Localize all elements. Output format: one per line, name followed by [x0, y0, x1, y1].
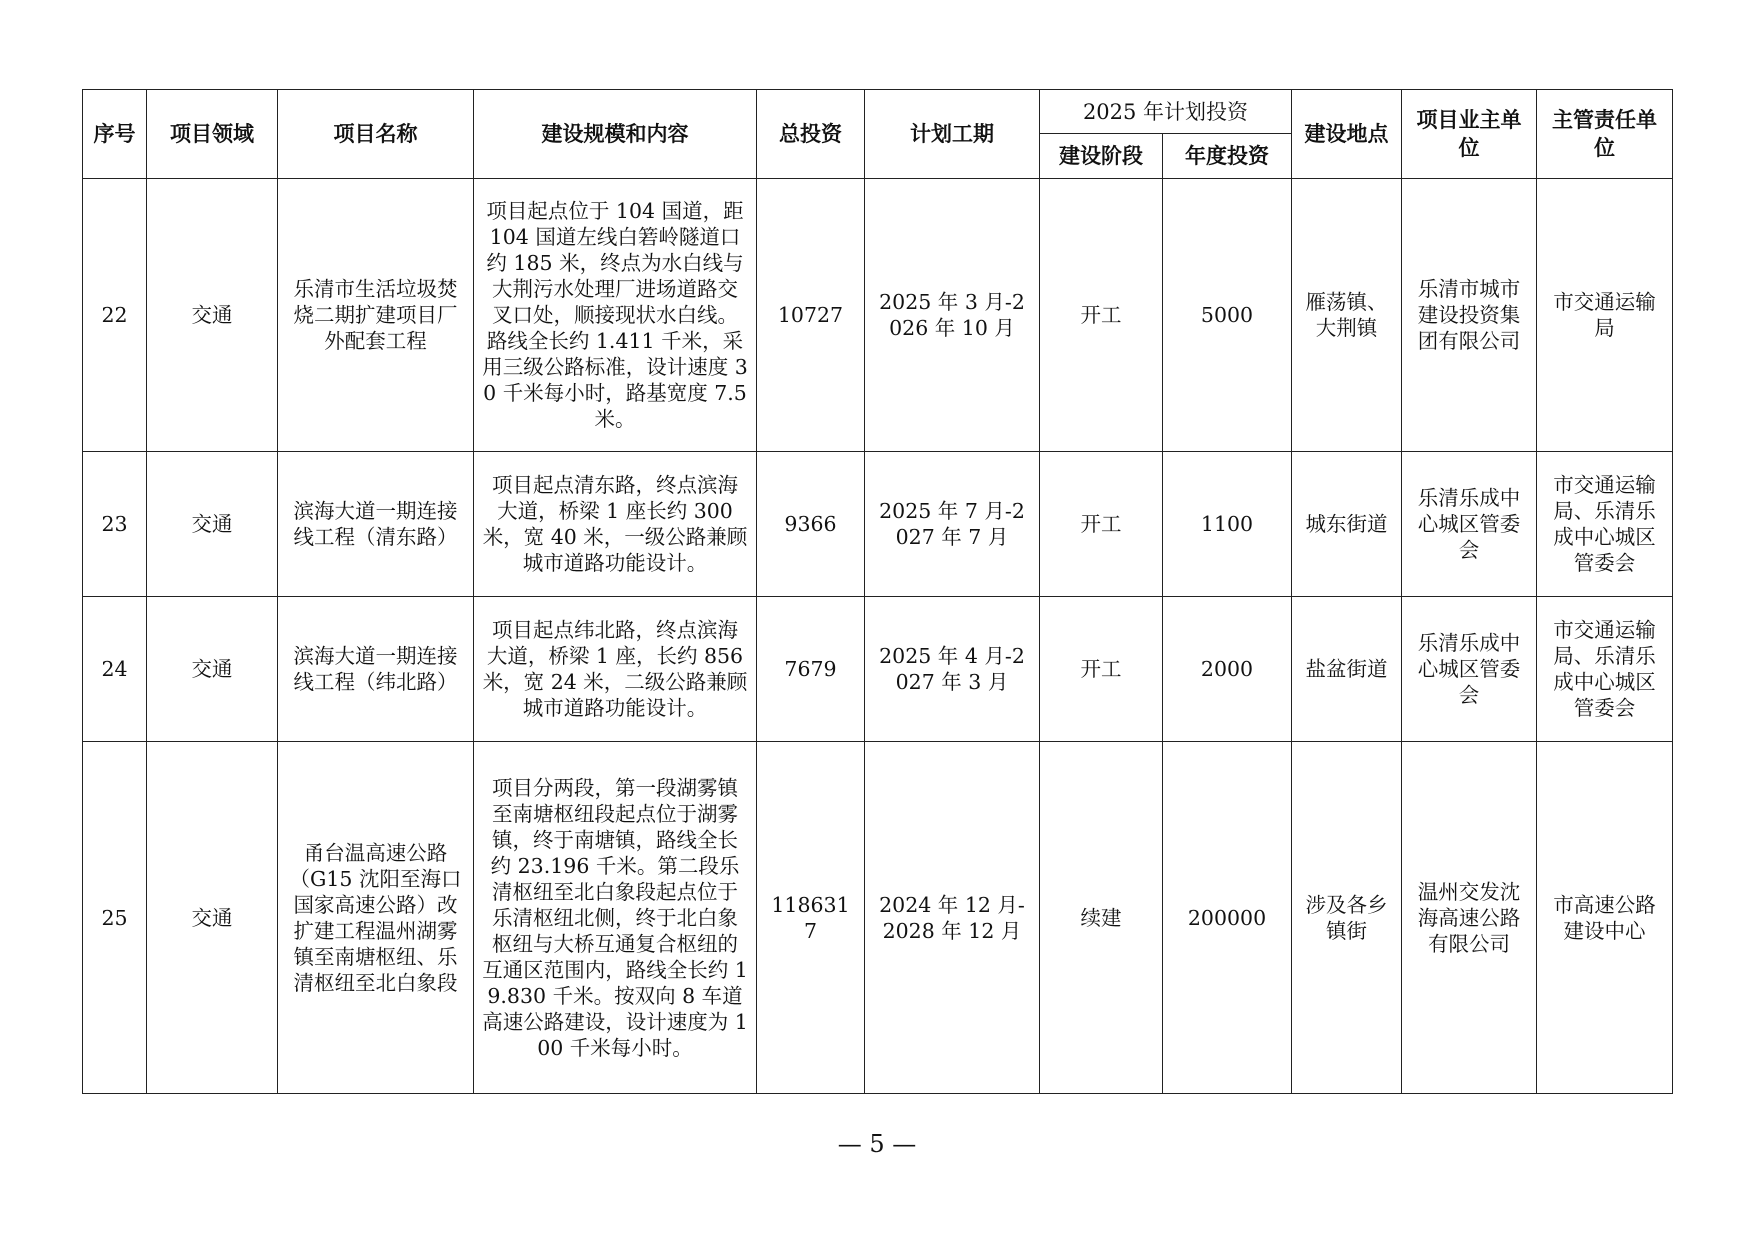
cell-owner: 乐清乐成中心城区管委会 — [1402, 597, 1537, 742]
cell-name: 甬台温高速公路（G15 沈阳至海口国家高速公路）改扩建工程温州湖雾镇至南塘枢纽、乐清枢纽至北白象段 — [278, 742, 474, 1094]
cell-annual: 5000 — [1163, 179, 1292, 452]
cell-period: 2025 年 3 月-2026 年 10 月 — [865, 179, 1040, 452]
table-row — [83, 742, 1673, 1094]
cell-location: 雁荡镇、大荆镇 — [1292, 179, 1402, 452]
page-number: — 5 — — [837, 1130, 917, 1158]
cell-owner: 乐清市城市建设投资集团有限公司 — [1402, 179, 1537, 452]
header-stage: 建设阶段 — [1040, 134, 1163, 179]
table-row — [83, 597, 1673, 742]
header-seq: 序号 — [83, 90, 147, 179]
header-total: 总投资 — [757, 90, 865, 179]
cell-period: 2025 年 4 月-2027 年 3 月 — [865, 597, 1040, 742]
header-name: 项目名称 — [278, 90, 474, 179]
cell-stage: 续建 — [1040, 742, 1163, 1094]
cell-scale: 项目起点纬北路，终点滨海大道，桥梁 1 座，长约 856 米，宽 24 米，二级公路兼顾城市道路功能设计。 — [474, 597, 757, 742]
cell-dept: 市交通运输局、乐清乐成中心城区管委会 — [1537, 597, 1673, 742]
cell-seq: 22 — [83, 179, 147, 452]
cell-total: 1186317 — [757, 742, 865, 1094]
cell-owner: 温州交发沈海高速公路有限公司 — [1402, 742, 1537, 1094]
cell-location: 城东街道 — [1292, 452, 1402, 597]
cell-seq: 23 — [83, 452, 147, 597]
cell-annual: 2000 — [1163, 597, 1292, 742]
header-plan-group: 2025 年计划投资 — [1040, 90, 1292, 134]
header-annual: 年度投资 — [1163, 134, 1292, 179]
cell-seq: 25 — [83, 742, 147, 1094]
header-period: 计划工期 — [865, 90, 1040, 179]
cell-annual: 200000 — [1163, 742, 1292, 1094]
header-scale: 建设规模和内容 — [474, 90, 757, 179]
header-location: 建设地点 — [1292, 90, 1402, 179]
cell-stage: 开工 — [1040, 179, 1163, 452]
cell-dept: 市交通运输局 — [1537, 179, 1673, 452]
table-row — [83, 179, 1673, 452]
cell-total: 9366 — [757, 452, 865, 597]
cell-stage: 开工 — [1040, 452, 1163, 597]
cell-annual: 1100 — [1163, 452, 1292, 597]
cell-location: 涉及各乡镇街 — [1292, 742, 1402, 1094]
project-table — [82, 89, 1673, 1094]
cell-name: 滨海大道一期连接线工程（清东路） — [278, 452, 474, 597]
cell-owner: 乐清乐成中心城区管委会 — [1402, 452, 1537, 597]
cell-total: 10727 — [757, 179, 865, 452]
cell-scale: 项目起点位于 104 国道，距 104 国道左线白箬岭隧道口约 185 米，终点为水白线与大荆污水处理厂进场道路交叉口处，顺接现状水白线。路线全长约 1.411 千米，采用三级公路标准，设计速度 30 千米每小时，路基宽度 7.5 米。 — [474, 179, 757, 452]
cell-stage: 开工 — [1040, 597, 1163, 742]
header-field: 项目领域 — [147, 90, 278, 179]
table-row — [83, 452, 1673, 597]
cell-dept: 市交通运输局、乐清乐成中心城区管委会 — [1537, 452, 1673, 597]
cell-seq: 24 — [83, 597, 147, 742]
cell-field: 交通 — [147, 742, 278, 1094]
cell-period: 2024 年 12 月-2028 年 12 月 — [865, 742, 1040, 1094]
cell-location: 盐盆街道 — [1292, 597, 1402, 742]
cell-scale: 项目分两段，第一段湖雾镇至南塘枢纽段起点位于湖雾镇，终于南塘镇，路线全长约 23.196 千米。第二段乐清枢纽至北白象段起点位于乐清枢纽北侧，终于北白象枢纽与大桥互通复合枢纽的互通区范围内，路线全长约 19.830 千米。按双向 8 车道高速公路建设，设计速度为 100 千米每小时。 — [474, 742, 757, 1094]
cell-name: 滨海大道一期连接线工程（纬北路） — [278, 597, 474, 742]
cell-field: 交通 — [147, 597, 278, 742]
cell-total: 7679 — [757, 597, 865, 742]
cell-period: 2025 年 7 月-2027 年 7 月 — [865, 452, 1040, 597]
cell-field: 交通 — [147, 452, 278, 597]
cell-name: 乐清市生活垃圾焚烧二期扩建项目厂外配套工程 — [278, 179, 474, 452]
cell-field: 交通 — [147, 179, 278, 452]
cell-dept: 市高速公路建设中心 — [1537, 742, 1673, 1094]
header-dept: 主管责任单位 — [1537, 90, 1673, 179]
header-owner: 项目业主单位 — [1402, 90, 1537, 179]
cell-scale: 项目起点清东路，终点滨海大道，桥梁 1 座长约 300 米，宽 40 米，一级公路兼顾城市道路功能设计。 — [474, 452, 757, 597]
